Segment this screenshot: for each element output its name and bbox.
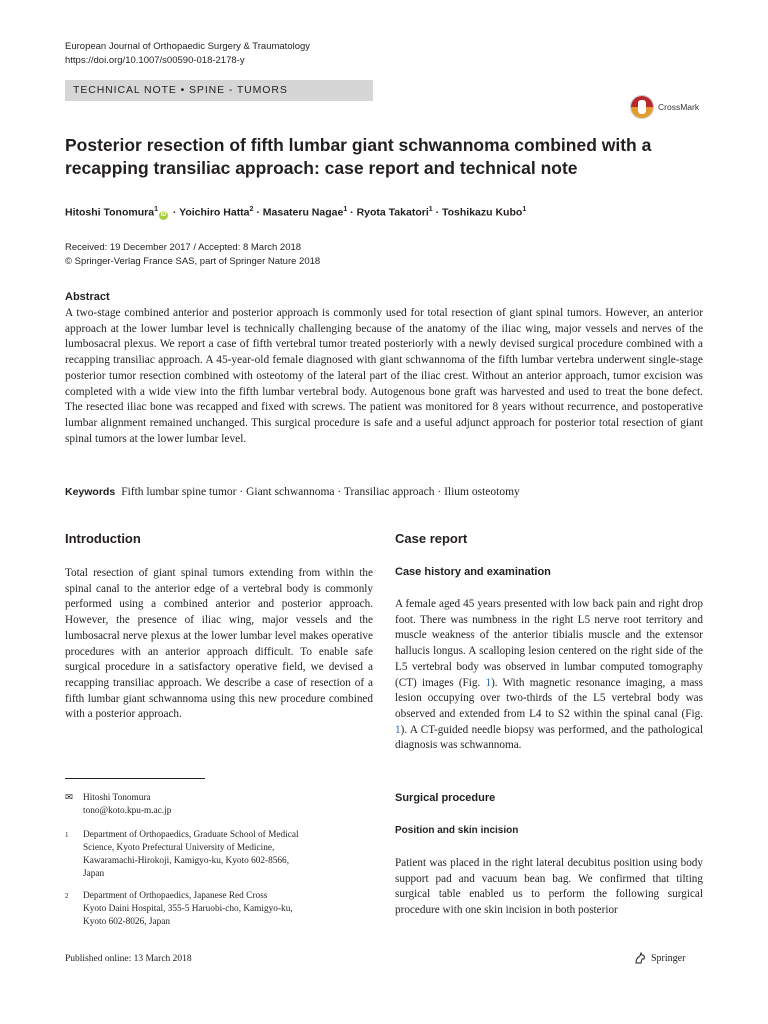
author-name[interactable]: Toshikazu Kubo bbox=[442, 206, 523, 219]
journal-doi[interactable]: https://doi.org/10.1007/s00590-018-2178-y bbox=[65, 55, 245, 66]
affiliation-line: Science, Kyoto Prefectural University of Medicine, bbox=[83, 843, 275, 853]
abstract-text: A two-stage combined anterior and posterior approach is commonly used for total resection of giant spinal tumors. However, an anterior approach at the lower lumbar level is technically challenging because of the anatomy of the iliac wing, major vessels and nerves of the lumbosacral plexus. We report a case of fifth vertebral tumor treated posteriorly with a newly devised surgical procedure combined with a recapping transiliac approach. A 45-year-old female diagnosed with giant schwannoma of the fifth lumbar vertebra underwent single-stage posterior tumor resection combined with osteotomy of the lateral part of the iliac crest. Without an anterior approach, tumor excision was completed with a wide view into the fifth lumbar vertebral body. Autogenous bone graft was harvested and used to treat the bone defect. The resected iliac bone was recapped and fixed with screws. The patient was monitored for 8 years without recurrence, and postoperative lumbar alignment remained unchanged. This surgical procedure is safe and a useful adjunct approach for posterior total resection of giant spinal tumors at the lower lumbar level. bbox=[65, 307, 703, 445]
position-text: Patient was placed in the right lateral decubitus position using body support pad and vacuum bean bag. We confirmed that tilting surgical table enabled us to perform the following surgical procedure with one skin incision in both posterior bbox=[395, 857, 703, 917]
author-affiliation: 2 bbox=[249, 206, 254, 213]
author-name[interactable]: Yoichiro Hatta bbox=[179, 206, 250, 219]
keywords-text: Fifth lumbar spine tumor · Giant schwannoma · Transiliac approach · Ilium osteotomy bbox=[121, 486, 520, 498]
affiliation-1 bbox=[65, 829, 299, 881]
envelope-icon: ✉ bbox=[65, 793, 73, 803]
corresponding-email[interactable]: tono@koto.kpu-m.ac.jp bbox=[83, 806, 172, 816]
surgical-procedure-heading: Surgical procedure bbox=[395, 792, 496, 804]
publisher-logo bbox=[633, 951, 685, 965]
journal-header bbox=[65, 40, 310, 68]
affiliation-line: Department of Orthopaedics, Japanese Red Cross bbox=[83, 891, 268, 901]
corresponding-author: Hitoshi Tonomura bbox=[83, 793, 151, 803]
keywords bbox=[65, 485, 705, 500]
affiliation-line: Kyoto Daini Hospital, 355-5 Haruobi-cho, Kamigyo-ku, bbox=[83, 904, 293, 914]
publisher-name: Springer bbox=[651, 952, 686, 964]
keywords-label: Keywords bbox=[65, 486, 116, 498]
crossmark-label: CrossMark bbox=[658, 102, 700, 112]
position-heading: Position and skin incision bbox=[395, 825, 519, 836]
correspondence bbox=[65, 792, 171, 818]
author-list: Hitoshi Tonomura$^1$iD · Yoichiro Hatta$^2$ · Masateru Nagae$^1$ · Ryota Takatori$^1$ · Toshikazu Kubo$^1$ bbox=[65, 206, 527, 219]
figure-link[interactable]: 1 bbox=[485, 676, 492, 689]
affiliation-number: 2 bbox=[65, 892, 69, 900]
author-affiliation: 1 bbox=[154, 206, 158, 213]
author-name[interactable]: Hitoshi Tonomura bbox=[65, 206, 155, 219]
author-name[interactable]: Ryota Takatori bbox=[356, 206, 429, 219]
author-affiliation: 1 bbox=[343, 206, 348, 213]
introduction-heading: Introduction bbox=[65, 531, 141, 546]
affiliation-number: 1 bbox=[65, 831, 69, 839]
affiliation-line: Japan bbox=[83, 869, 105, 879]
copyright: © Springer-Verlag France SAS, part of Springer Nature 2018 bbox=[65, 255, 321, 267]
affiliation-line: Kawaramachi-Hirokoji, Kamigyo-ku, Kyoto 602-8566, bbox=[83, 856, 290, 866]
author-affiliation: 1 bbox=[522, 206, 527, 213]
article-dates bbox=[65, 241, 320, 268]
crossmark-icon bbox=[630, 95, 654, 119]
author-affiliation: 1 bbox=[428, 206, 433, 213]
article-type-banner: TECHNICAL NOTE • SPINE - TUMORS bbox=[65, 80, 373, 101]
affiliation-2 bbox=[65, 890, 293, 929]
journal-name: European Journal of Orthopaedic Surgery & Traumatology bbox=[65, 41, 311, 52]
affiliation-line: Department of Orthopaedics, Graduate School of Medical bbox=[83, 830, 299, 840]
crossmark-badge[interactable] bbox=[630, 94, 699, 120]
orcid-icon[interactable]: iD bbox=[160, 211, 167, 218]
introduction-text: Total resection of giant spinal tumors extending from within the spinal canal to the anterior edge of a vertebral body is commonly performed using a combined anterior and posterior approach. However, the presence of iliac wing, major vessels and the lumbosacral nerve plexus at the lower lumbar level makes operative procedures with an anterior approach difficult. To enable safe surgical procedure in a satisfactory operative field, we devised a recapping transiliac approach. We describe a case of resection of a fifth lumbar giant schwannoma using this new procedure combined with a posterior approach. bbox=[65, 567, 373, 721]
abstract-heading: Abstract bbox=[65, 291, 110, 303]
article-title: Posterior resection of fifth lumbar giant schwannoma combined with a recapping transiliac approach: case report and technical note bbox=[65, 135, 652, 178]
author-name[interactable]: Masateru Nagae bbox=[262, 206, 344, 219]
published-date: Published online: 13 March 2018 bbox=[65, 954, 192, 964]
figure-link[interactable]: 1 bbox=[395, 723, 401, 736]
footnote-divider bbox=[65, 778, 205, 779]
case-report-heading: Case report bbox=[395, 531, 468, 546]
case-history-text: A female aged 45 years presented with low back pain and right drop foot. There was numbness in the right L5 nerve root territory and muscle weakness of the anterior tibialis muscle and the extensor hallucis longus. A scalloping lesion centered on the right side of the L5 vertebral body was observed in lumbar computed tomography (CT) images (Fig. 1). With magnetic resonance imaging, a mass lesion occupying over two-thirds of the L5 vertebral body was observed and extended from L4 to S2 within the spinal canal (Fig. 1). A CT-guided needle biopsy was performed, and the pathological diagnosis was schwannoma. bbox=[395, 598, 703, 752]
affiliation-line: Kyoto 602-8026, Japan bbox=[83, 917, 171, 927]
springer-horse-icon bbox=[633, 951, 647, 965]
case-history-heading: Case history and examination bbox=[395, 566, 551, 578]
received-accepted: Received: 19 December 2017 / Accepted: 8 March 2018 bbox=[65, 242, 302, 253]
